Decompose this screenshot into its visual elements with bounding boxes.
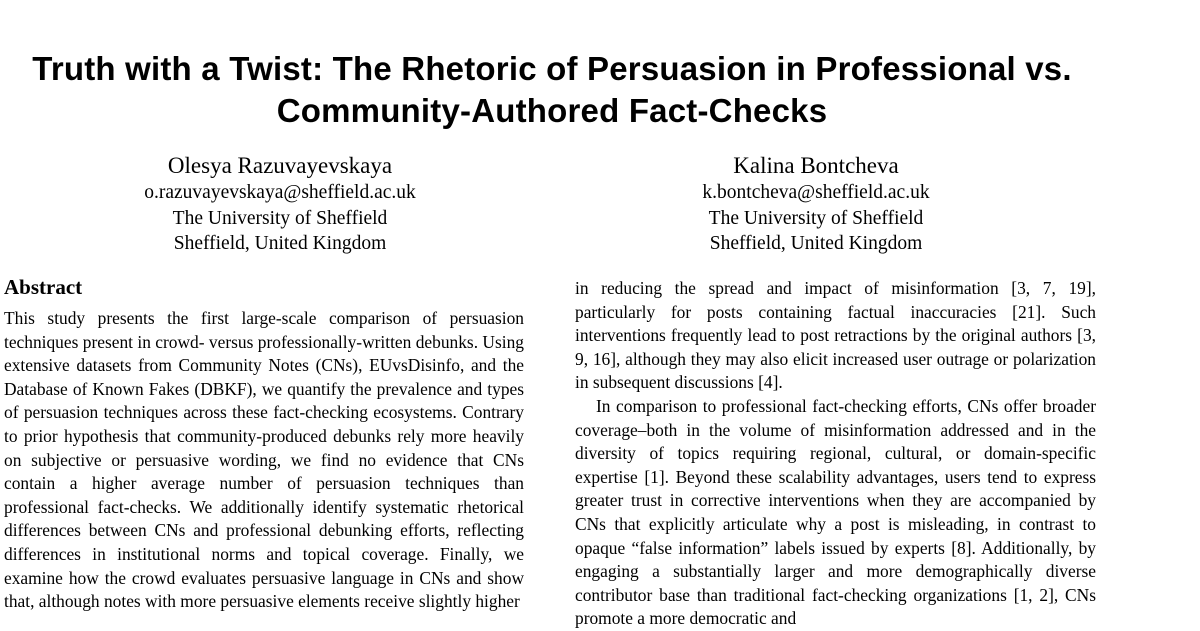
author-email: o.razuvayevskaya@sheffield.ac.uk <box>144 182 416 203</box>
author-email: k.bontcheva@sheffield.ac.uk <box>702 182 930 203</box>
abstract-heading: Abstract <box>4 275 83 299</box>
author-name: Kalina Bontcheva <box>733 153 899 178</box>
author-affiliation: The University of Sheffield <box>708 207 924 229</box>
abstract-text: This study presents the first large-scale comparison of persuasion techniques present in crowd- versus professionally-written debunks. Using extensive datasets from Community Notes (CNs), EUvsDisinfo, and the Database of Known Fakes (DBKF), we quantify the prevalence and types of persuasion techniques across these fact-checking ecosystems. Contrary to prior hypothesis that community-produced debunks rely more heavily on subjective or persuasive wording, we find no evidence that CNs contain a higher average number of persuasion techniques than professional fact-checks. We additionally identify systematic rhetorical differences between CNs and professional debunking efforts, reflecting differences in institutional norms and topical coverage. Finally, we examine how the crowd evaluates persuasive language in CNs and show that, although notes with more persuasive elements receive slightly higher <box>4 308 524 612</box>
author-location: Sheffield, United Kingdom <box>709 233 923 254</box>
author-affiliation: The University of Sheffield <box>172 207 388 229</box>
left-column <box>4 272 524 614</box>
body-paragraph: in reducing the spread and impact of misinformation [3, 7, 19], particularly for posts containing factual inaccuracies [21]. Such interventions frequently lead to post retractions by the original authors [3, 9, 16], although they may also elicit increased user outrage or polarization in subsequent discussions [4]. <box>575 278 1096 393</box>
author-name: Olesya Razuvayevskaya <box>167 153 393 178</box>
right-column <box>575 277 1096 631</box>
author-block-1 <box>30 152 530 257</box>
paper-title: Truth with a Twist: The Rhetoric of Persuasion in Professional vs. Community-Authored Fact-Checks <box>32 50 1072 129</box>
author-block-2 <box>566 152 1066 257</box>
body-paragraph: In comparison to professional fact-checking efforts, CNs offer broader coverage–both in the volume of misinformation addressed and in the diversity of topics requiring regional, cultural, or domain-specific expertise [1]. Beyond these scalability advantages, users tend to express greater trust in corrective interventions when they are accompanied by CNs that explicitly articulate why a post is misleading, in contrast to opaque “false information” labels issued by experts [8]. Additionally, by engaging a substantially larger and more demographically diverse contributor base than traditional fact-checking organizations [1, 2], CNs promote a more democratic and <box>575 395 1096 629</box>
author-location: Sheffield, United Kingdom <box>173 233 387 254</box>
